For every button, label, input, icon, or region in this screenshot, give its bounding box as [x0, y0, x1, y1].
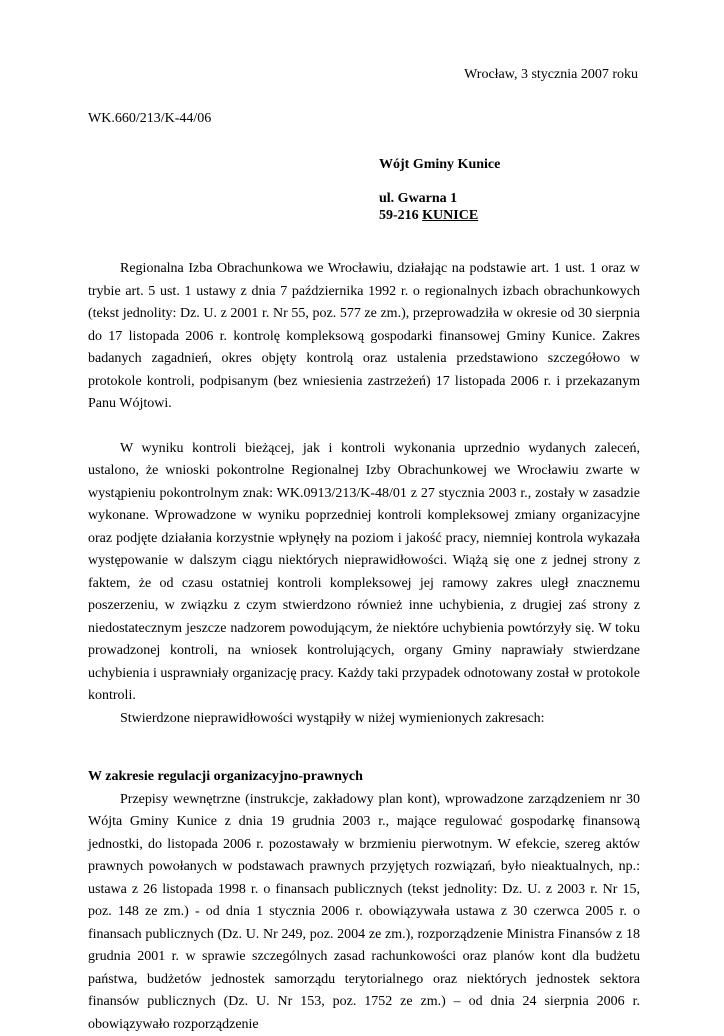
recipient-address — [379, 156, 500, 224]
recipient-city-line — [379, 207, 500, 224]
recipient-postal-code: 59-216 — [379, 208, 419, 223]
paragraph-4: Przepisy wewnętrzne (instrukcje, zakładowy plan kont), wprowadzone zarządzeniem nr 30 Wójta Gminy Kunice z dnia 19 grudnia 2003 r., mające regulować gospodarkę finansową jednostki, do listopada 2006 r. pozostawały w brzmieniu pierwotnym. W efekcie, szereg aktów prawnych powołanych w podstawach prawnych przyjętych rozwiązań, było nieaktualnych, np.: ustawa z 26 listopada 1998 r. o finansach publicznych (tekst jednolity: Dz. U. z 2003 r. Nr 15, poz. 148 ze zm.) - od dnia 1 stycznia 2006 r. obowiązywała ustawa z 30 czerwca 2005 r. o finansach publicznych (Dz. U. Nr 249, poz. 2004 ze zm.), rozporządzenie Ministra Finansów z 18 grudnia 2001 r. w sprawie szczególnych zasad rachunkowości oraz planów kont dla budżetu państwa, budżetów jednostek samorządu terytorialnego oraz niektórych jednostek sektora finansów publicznych (Dz. U. Nr 153, poz. 1752 ze zm.) – od dnia 24 sierpnia 2006 r. obowiązywało rozporządzenie — [88, 789, 640, 1036]
paragraph-2: W wyniku kontroli bieżącej, jak i kontroli wykonania uprzednio wydanych zaleceń, ustalono, że wnioski pokontrolne Regionalnej Izby Obrachunkowej we Wrocławiu zwarte w wystąpieniu pokontrolnym znak: WK.0913/213/K-48/01 z 27 stycznia 2003 r., zostały w zasadzie wykonane. Wprowadzone w wyniku poprzedniej kontroli kompleksowej zmiany organizacyjne oraz podjęte działania korzystnie wpłynęły na poziom i jakość pracy, niemniej kontrola wykazała występowanie w dalszym ciągu niektórych nieprawidłowości. Wiążą się one z jednej strony z faktem, że od czasu ostatniej kontroli kompleksowej jej ramowy zakres uległ znacznemu poszerzeniu, w związku z czym stwierdzono również inne uchybienia, z drugiej zaś strony z niedostatecznym jeszcze nadzorem powodującym, że niektóre uchybienia powtórzyły się. W toku prowadzonej kontroli, na wniosek kontrolujących, organy Gminy naprawiały stwierdzane uchybienia i usprawniały organizację pracy. Każdy taki przypadek odnotowany został w protokole kontroli. — [88, 438, 640, 708]
date-line: Wrocław, 3 stycznia 2007 roku — [464, 67, 638, 83]
recipient-street: ul. Gwarna 1 — [379, 190, 500, 207]
reference-number: WK.660/213/K-44/06 — [88, 111, 211, 127]
paragraph-1: Regionalna Izba Obrachunkowa we Wrocławiu, działając na podstawie art. 1 ust. 1 oraz w trybie art. 5 ust. 1 ustawy z dnia 7 października 1992 r. o regionalnych izbach obrachunkowych (tekst jednolity: Dz. U. z 2001 r. Nr 55, poz. 577 ze zm.), przeprowadziła w okresie od 30 sierpnia do 17 listopada 2006 r. kontrolę kompleksową gospodarki finansowej Gminy Kunice. Zakres badanych zagadnień, okres objęty kontrolą oraz ustalenia przedstawiono szczegółowo w protokole kontroli, podpisanym (bez wniesienia zastrzeżeń) 17 listopada 2006 r. i przekazanym Panu Wójtowi. — [88, 258, 640, 416]
recipient-city: KUNICE — [422, 208, 478, 223]
recipient-name: Wójt Gminy Kunice — [379, 156, 500, 173]
paragraph-3: Stwierdzone nieprawidłowości wystąpiły w niżej wymienionych zakresach: — [88, 708, 640, 731]
letter-body — [88, 258, 640, 1036]
section-heading: W zakresie regulacji organizacyjno-prawnych — [88, 766, 640, 789]
